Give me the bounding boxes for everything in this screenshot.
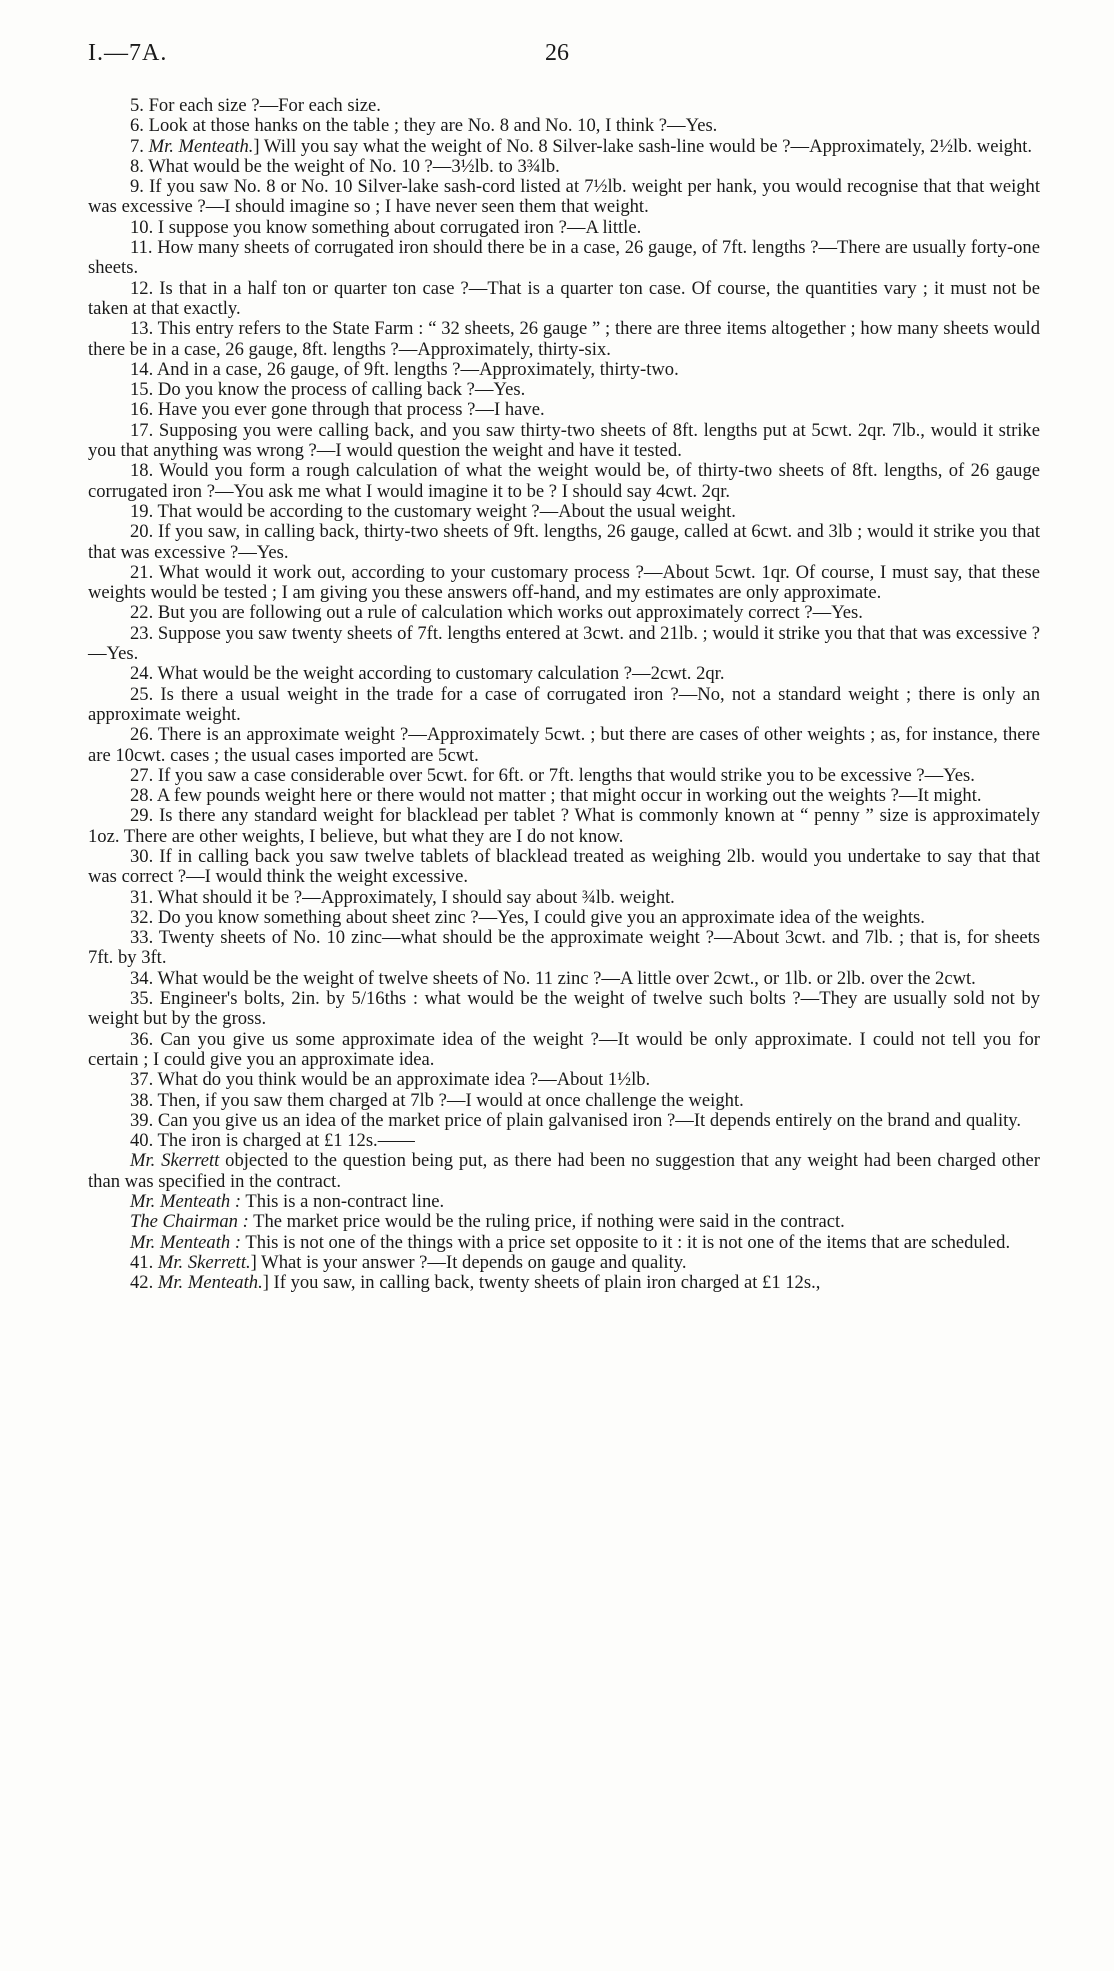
speaker-name: The Chairman :: [130, 1211, 249, 1233]
evidence-paragraph: 19. That would be according to the customary weight ?—About the usual weight.: [130, 500, 736, 522]
evidence-paragraph: 33. Twenty sheets of No. 10 zinc—what should be the approximate weight ?—About 3cwt. and 7lb. ; that is, for sheets 7ft. by 3ft.: [88, 927, 1040, 969]
speaker-name: Mr. Menteath.: [148, 135, 254, 157]
speaker-name: Mr. Skerrett: [130, 1150, 220, 1172]
evidence-paragraph: 40. The iron is charged at £1 12s.——: [130, 1130, 415, 1152]
evidence-paragraph: 17. Supposing you were calling back, and you saw thirty-two sheets of 8ft. lengths put at 5cwt. 2qr. 7lb., would it strike you that anything was wrong ?—I would question the weight and have it tested.: [88, 419, 1040, 462]
evidence-paragraph: [88, 1253, 1040, 1273]
speaker-name: Mr. Menteath.: [157, 1272, 263, 1294]
evidence-paragraph: [88, 1151, 1040, 1192]
evidence-paragraph: 20. If you saw, in calling back, thirty-two sheets of 9ft. lengths, 26 gauge, called at 6cwt. and 3lb ; would it strike you that that was excessive ?—Yes.: [88, 521, 1040, 563]
evidence-paragraph: 15. Do you know the process of calling back ?—Yes.: [130, 379, 526, 401]
evidence-paragraph: 32. Do you know something about sheet zinc ?—Yes, I could give you an approximate idea of the weights.: [130, 906, 925, 928]
evidence-paragraph: 31. What should it be ?—Approximately, I should say about ¾lb. weight.: [130, 886, 675, 908]
evidence-paragraph: 5. For each size ?—For each size.: [130, 95, 381, 116]
evidence-paragraph: 18. Would you form a rough calculation of what the weight would be, of thirty-two sheets of 8ft. lengths, of 26 gauge corrugated iron ?—You ask me what I would imagine it to be ? I should say 4cwt. 2qr.: [88, 460, 1040, 502]
speaker-name: Mr. Skerrett.: [157, 1251, 251, 1273]
evidence-paragraph: 11. How many sheets of corrugated iron should there be in a case, 26 gauge, of 7ft. lengths ?—There are usually forty-one sheets.: [88, 237, 1040, 279]
evidence-paragraph: 8. What would be the weight of No. 10 ?—3½lb. to 3¾lb.: [130, 155, 560, 177]
paragraph-prefix: 7.: [130, 135, 149, 157]
evidence-paragraph: 29. Is there any standard weight for blacklead per tablet ? What is commonly known at “ penny ” size is approximately 1oz. There are other weights, I believe, but what they are I do not know.: [88, 805, 1040, 847]
evidence-paragraph: 24. What would be the weight according to customary calculation ?—2cwt. 2qr.: [130, 663, 725, 685]
evidence-paragraph: 12. Is that in a half ton or quarter ton case ?—That is a quarter ton case. Of course, the quantities vary ; it must not be taken at that exactly.: [88, 277, 1040, 319]
evidence-paragraph: 30. If in calling back you saw twelve tablets of blacklead treated as weighing 2lb. would you undertake to say that that was correct ?—I would think the weight excessive.: [88, 845, 1040, 888]
evidence-paragraph: 6. Look at those hanks on the table ; they are No. 8 and No. 10, I think ?—Yes.: [130, 115, 718, 137]
evidence-text: [88, 96, 1040, 1294]
evidence-paragraph: 16. Have you ever gone through that process ?—I have.: [130, 399, 545, 421]
evidence-paragraph: 37. What do you think would be an approximate idea ?—About 1½lb.: [130, 1069, 651, 1091]
paragraph-text: The market price would be the ruling price, if nothing were said in the contract.: [248, 1211, 845, 1233]
evidence-paragraph: 14. And in a case, 26 gauge, of 9ft. lengths ?—Approximately, thirty-two.: [130, 358, 679, 380]
evidence-paragraph: 13. This entry refers to the State Farm : “ 32 sheets, 26 gauge ” ; there are three items altogether ; how many sheets would there be in a case, 26 gauge, 8ft. lengths ?—Approximately, thirty-six.: [88, 318, 1040, 360]
paragraph-prefix: 41.: [130, 1251, 158, 1273]
evidence-paragraph: 23. Suppose you saw twenty sheets of 7ft. lengths entered at 3cwt. and 21lb. ; would it strike you that that was excessive ?—Yes.: [88, 622, 1040, 665]
paragraph-text: This is not one of the things with a price set opposite to it : it is not one of the items that are scheduled.: [241, 1231, 1011, 1253]
evidence-paragraph: [88, 1212, 1040, 1232]
page-header: [88, 40, 1026, 70]
paragraph-text: ] What is your answer ?—It depends on gauge and quality.: [250, 1251, 687, 1273]
evidence-paragraph: 39. Can you give us an idea of the market price of plain galvanised iron ?—It depends entirely on the brand and quality.: [130, 1109, 1022, 1131]
evidence-paragraph: [88, 1273, 1040, 1293]
paragraph-text: This is a non-contract line.: [241, 1191, 445, 1213]
evidence-paragraph: 27. If you saw a case considerable over 5cwt. for 6ft. or 7ft. lengths that would strike you to be excessive ?—Yes.: [130, 764, 975, 786]
speaker-name: Mr. Menteath :: [130, 1191, 242, 1213]
paragraph-text: objected to the question being put, as there had been no suggestion that any weight had been charged other than was specified in the contract.: [88, 1150, 1040, 1192]
evidence-paragraph: [88, 137, 1040, 157]
evidence-paragraph: 38. Then, if you saw them charged at 7lb ?—I would at once challenge the weight.: [130, 1089, 744, 1111]
evidence-paragraph: 22. But you are following out a rule of calculation which works out approximately correct ?—Yes.: [130, 602, 863, 624]
paragraph-text: ] Will you say what the weight of No. 8 Silver-lake sash-line would be ?—Approximately, 2½lb. weight.: [253, 135, 1033, 157]
evidence-paragraph: 34. What would be the weight of twelve sheets of No. 11 zinc ?—A little over 2cwt., or 1lb. or 2lb. over the 2cwt.: [130, 967, 976, 989]
speaker-name: Mr. Menteath :: [130, 1231, 242, 1253]
evidence-paragraph: 25. Is there a usual weight in the trade for a case of corrugated iron ?—No, not a standard weight ; there is only an approximate weight.: [88, 683, 1040, 725]
evidence-paragraph: [88, 1233, 1040, 1253]
evidence-paragraph: 21. What would it work out, according to your customary process ?—About 5cwt. 1qr. Of course, I must say, that these weights would be tested ; I am giving you these answers off-hand, and my estimates are only approximate.: [88, 561, 1040, 604]
page-number: 26: [545, 40, 569, 66]
paragraph-prefix: 42.: [130, 1272, 158, 1294]
paragraph-text: ] If you saw, in calling back, twenty sheets of plain iron charged at £1 12s.,: [262, 1272, 821, 1294]
evidence-paragraph: 36. Can you give us some approximate idea of the weight ?—It would be only approximate. I could not tell you for certain ; I could give you an approximate idea.: [88, 1028, 1040, 1070]
evidence-paragraph: 35. Engineer's bolts, 2in. by 5/16ths : what would be the weight of twelve such bolts ?—They are usually sold not by weight but by the gross.: [88, 988, 1040, 1030]
evidence-paragraph: [88, 1192, 1040, 1212]
document-code: I.—7A.: [88, 40, 168, 66]
evidence-paragraph: 9. If you saw No. 8 or No. 10 Silver-lake sash-cord listed at 7½lb. weight per hank, you would recognise that that weight was excessive ?—I should imagine so ; I have never seen them that weight.: [88, 176, 1040, 218]
evidence-paragraph: 10. I suppose you know something about corrugated iron ?—A little.: [130, 216, 642, 238]
evidence-paragraph: 26. There is an approximate weight ?—Approximately 5cwt. ; but there are cases of other weights ; as, for instance, there are 10cwt. cases ; the usual cases imported are 5cwt.: [88, 724, 1040, 766]
evidence-paragraph: 28. A few pounds weight here or there would not matter ; that might occur in working out the weights ?—It might.: [130, 785, 982, 807]
